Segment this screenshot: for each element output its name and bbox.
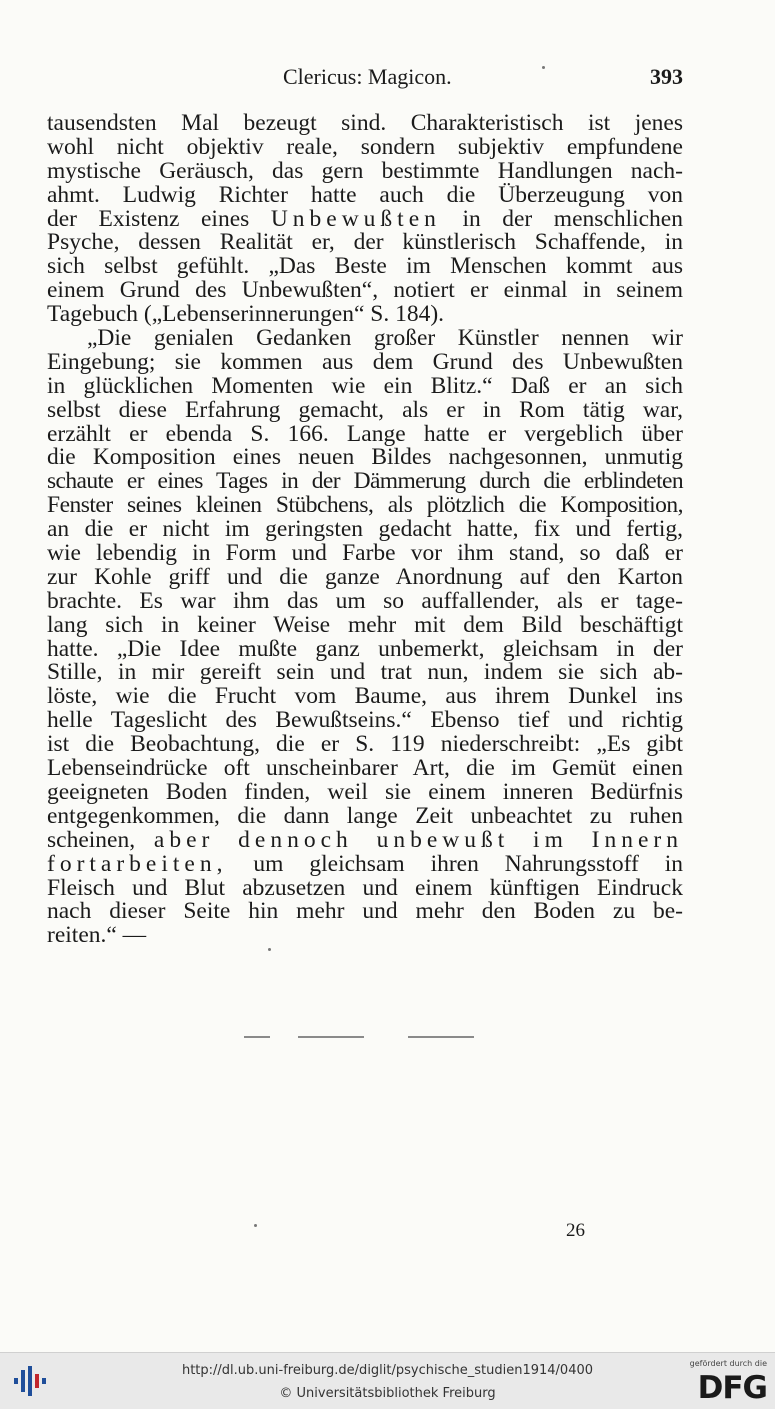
text-line: Tagebuch („Lebenserinnerungen“ S. 184).: [47, 301, 445, 328]
ink-speck: [254, 1224, 257, 1227]
page-url-link[interactable]: http://dl.ub.uni-freiburg.de/diglit/psychische_studien1914/0400: [181, 1363, 594, 1378]
dfg-caption: gefördert durch die: [689, 1359, 767, 1368]
viewer-footer: [0, 1352, 775, 1409]
text-line: wie lebendig in Form und Farbe vor ihm stand, so daß er: [47, 540, 683, 567]
running-title: Clericus: Magicon.: [283, 64, 452, 89]
page-header: [0, 64, 775, 96]
text-line: an die er nicht im geringsten gedacht hatte, fix und fertig,: [47, 516, 683, 543]
text-line: Eingebung; sie kommen aus dem Grund des Unbewußten: [47, 348, 683, 375]
text-line: „Die genialen Gedanken großer Künstler nennen wir: [87, 325, 683, 352]
text-segment: um gleichsam ihren Nahrungsstoff in: [253, 850, 684, 877]
dfg-logo: DFG: [697, 1370, 767, 1406]
text-line: entgegenkommen, die dann lange Zeit unbeachtet zu ruhen: [47, 802, 683, 829]
text-segment: der Existenz eines: [47, 205, 250, 232]
text-line: helle Tageslicht des Bewußtseins.“ Ebenso tief und richtig: [47, 707, 683, 734]
text-line: Stille, in mir gereift sein und trat nun, indem sie sich ab-: [47, 659, 683, 686]
copyright-notice: © Universitätsbibliothek Freiburg: [279, 1386, 496, 1401]
text-line: brachte. Es war ihm das um so auffallender, als er tage-: [47, 587, 683, 614]
text-line: selbst diese Erfahrung gemacht, als er in Rom tätig war,: [47, 396, 683, 423]
emphasized-word: Unbewußten: [270, 205, 441, 232]
text-line: tausendsten Mal bezeugt sind. Charakteristisch ist jenes: [47, 110, 683, 136]
text-line: schaute er eines Tages in der Dämmerung durch die erblindeten: [47, 468, 683, 495]
ink-speck: [268, 948, 271, 951]
emphasized-phrase: aber dennoch unbewußt im Innern: [153, 826, 683, 853]
text-line: [47, 826, 683, 853]
text-line: ahmt. Ludwig Richter hatte auch die Überzeugung von: [47, 181, 683, 208]
emphasized-word: fortarbeiten,: [47, 850, 228, 877]
text-line: Fleisch und Blut abzusetzen und einem künftigen Eindruck: [47, 874, 683, 901]
text-line: hatte. „Die Idee mußte ganz unbemerkt, gleichsam in der: [47, 635, 683, 662]
text-segment: scheinen,: [47, 826, 136, 853]
text-line: reiten.“ —: [47, 922, 147, 949]
text-segment: in der menschlichen: [462, 205, 683, 232]
text-line: erzählt er ebenda S. 166. Lange hatte er vergeblich über: [47, 420, 683, 447]
text-line: in glücklichen Momenten wie ein Blitz.“ Daß er an sich: [47, 372, 683, 399]
text-line: Fenster seines kleinen Stübchens, als plötzlich die Komposition,: [47, 492, 683, 519]
page-number: 393: [650, 64, 683, 89]
text-line: einem Grund des Unbewußten“, notiert er einmal in seinem: [47, 277, 683, 304]
text-line: [47, 205, 683, 232]
text-line: wohl nicht objektiv reale, sondern subjektiv empfundene: [47, 133, 683, 160]
text-line: nach dieser Seite hin mehr und mehr den Boden zu be-: [47, 898, 683, 925]
text-line: ist die Beobachtung, die er S. 119 niederschreibt: „Es gibt: [47, 731, 683, 758]
dfg-funding-badge: [685, 1359, 767, 1405]
faint-rule-segment: [244, 1036, 270, 1038]
text-line: die Komposition eines neuen Bildes nachgesonnen, unmutig: [47, 444, 683, 471]
faint-rule-segment: [408, 1036, 474, 1038]
text-line: sich selbst gefühlt. „Das Beste im Menschen kommt aus: [47, 253, 683, 280]
text-line: [47, 850, 684, 877]
body-text: [47, 112, 683, 948]
ink-speck: [542, 66, 545, 69]
text-line: löste, wie die Frucht vom Baume, aus ihrem Dunkel ins: [47, 683, 683, 710]
text-line: Psyche, dessen Realität er, der künstlerisch Schaffende, in: [47, 229, 683, 256]
text-line: Lebenseindrücke oft unscheinbarer Art, die im Gemüt einen: [47, 755, 683, 782]
signature-mark: 26: [566, 1220, 585, 1241]
text-line: mystische Geräusch, das gern bestimmte Handlungen nach-: [47, 157, 683, 184]
faint-rule-segment: [298, 1036, 364, 1038]
text-line: geeigneten Boden finden, weil sie einem inneren Bedürfnis: [47, 778, 683, 805]
text-line: lang sich in keiner Weise mehr mit dem Bild beschäftigt: [47, 611, 683, 638]
text-line: zur Kohle griff und die ganze Anordnung auf den Karton: [47, 563, 683, 590]
